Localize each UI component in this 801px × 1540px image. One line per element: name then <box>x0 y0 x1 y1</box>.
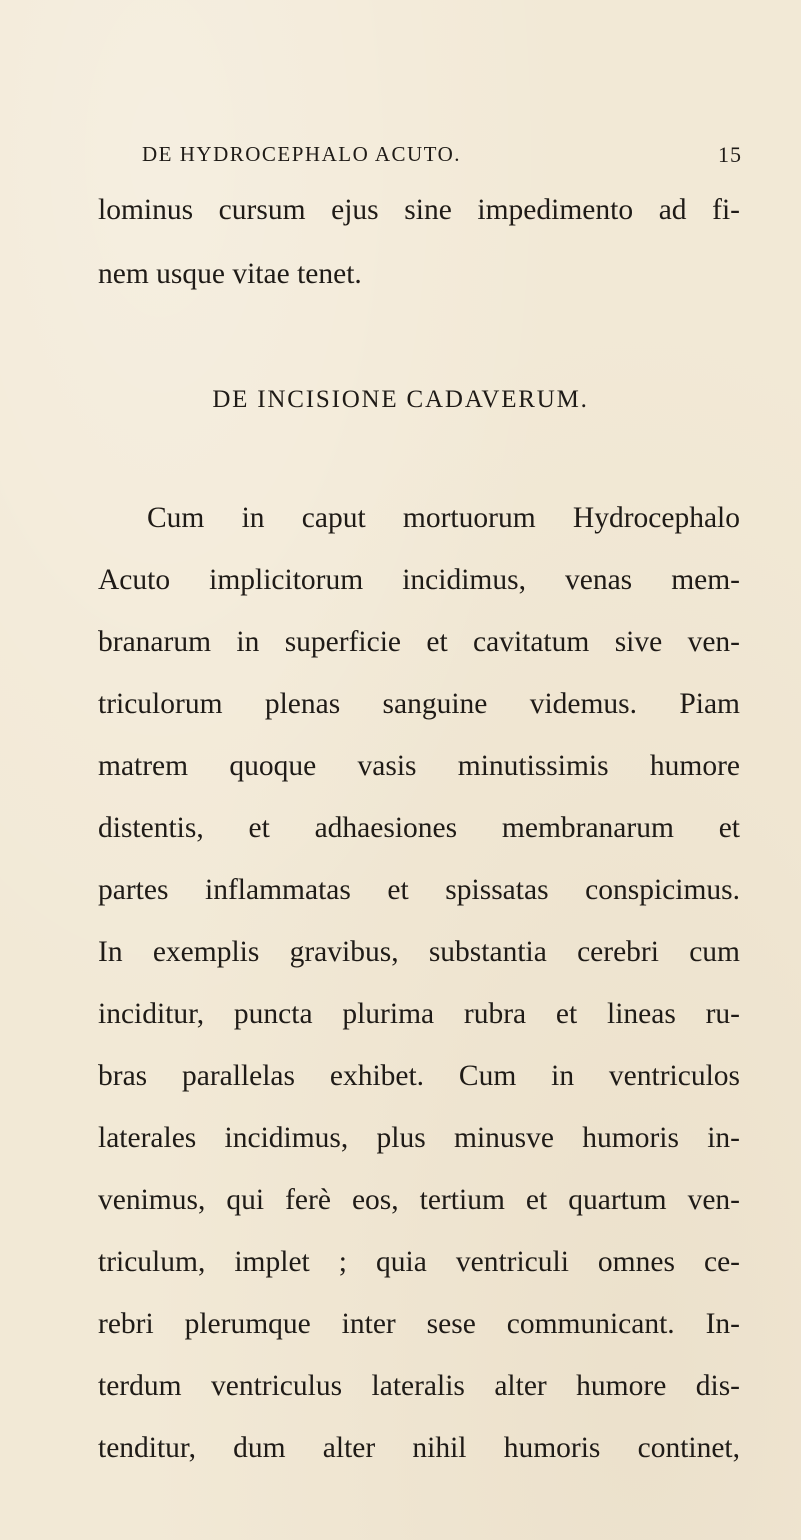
paragraph-line: rebri plerumque inter sese communicant. In- <box>98 1308 740 1340</box>
running-title: DE HYDROCEPHALO ACUTO. <box>142 142 462 166</box>
paragraph-line: triculorum plenas sanguine videmus. Piam <box>98 688 740 720</box>
text-line: lominus cursum ejus sine impedimento ad fi- <box>98 194 740 226</box>
running-head <box>142 142 742 172</box>
paragraph-line: inciditur, puncta plurima rubra et lineas ru- <box>98 998 740 1030</box>
paragraph-line: Cum in caput mortuorum Hydrocephalo <box>147 502 740 534</box>
paragraph-line: In exemplis gravibus, substantia cerebri cum <box>98 936 740 968</box>
paragraph-line: matrem quoque vasis minutissimis humore <box>98 750 740 782</box>
paragraph-line: partes inflammatas et spissatas conspicimus. <box>98 874 740 906</box>
paragraph-line: branarum in superficie et cavitatum sive ven- <box>98 626 740 658</box>
page-number: 15 <box>718 142 742 167</box>
paragraph-line: tenditur, dum alter nihil humoris continet, <box>98 1432 740 1464</box>
paragraph-line: distentis, et adhaesiones membranarum et <box>98 812 740 844</box>
paragraph-line: terdum ventriculus lateralis alter humore dis- <box>98 1370 740 1402</box>
section-title: DE INCISIONE CADAVERUM. <box>212 386 589 413</box>
paragraph-line: venimus, qui ferè eos, tertium et quartum ven- <box>98 1184 740 1216</box>
paragraph-line: laterales incidimus, plus minusve humoris in- <box>98 1122 740 1154</box>
paragraph-line: bras parallelas exhibet. Cum in ventriculos <box>98 1060 740 1092</box>
paragraph-line: Acuto implicitorum incidimus, venas mem- <box>98 564 740 596</box>
text-line: nem usque vitae tenet. <box>98 258 362 290</box>
paragraph-line: triculum, implet ; quia ventriculi omnes ce- <box>98 1246 740 1278</box>
